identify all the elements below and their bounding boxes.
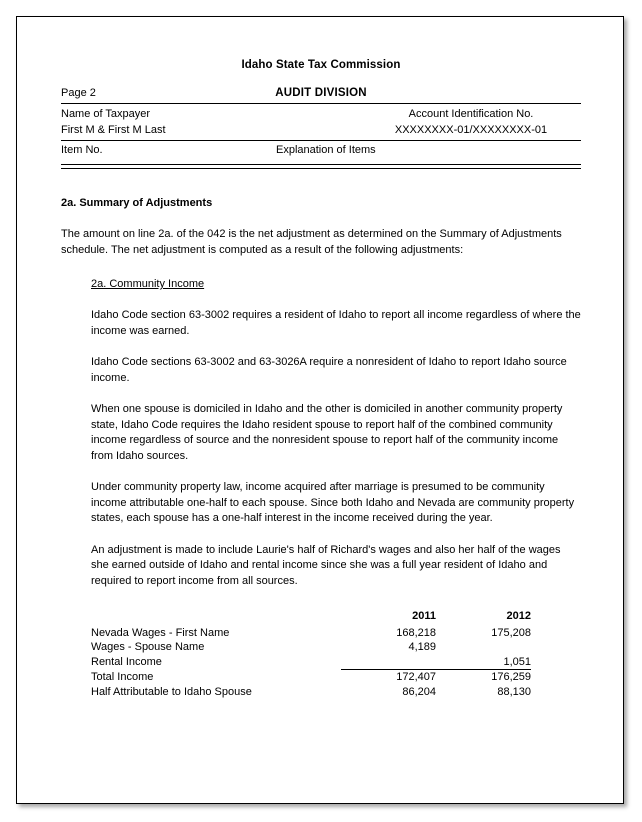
row-value-2011: 86,204	[402, 685, 436, 698]
account-id-block	[361, 106, 581, 138]
header-rule-double	[61, 164, 581, 169]
table-row	[91, 685, 531, 700]
taxpayer-header-block	[61, 104, 581, 140]
body-paragraph-4: Under community property law, income acquired after marriage is presumed to be community income attributable one-half to each spouse. Since both Idaho and Nevada are community property states, each spouse has a one-half interest in the income received during the year.	[91, 481, 575, 524]
division-title: AUDIT DIVISION	[275, 87, 367, 99]
column-header-2011: 2011	[412, 610, 436, 622]
body-paragraph-2: Idaho Code sections 63-3002 and 63-3026A require a nonresident of Idaho to report Idaho source income.	[91, 356, 567, 384]
taxpayer-name-value: First M & First M Last	[61, 124, 166, 136]
header-top-row	[61, 87, 581, 103]
subheading-wrap	[61, 258, 581, 292]
row-value-2012	[436, 640, 531, 655]
row-value-2011: 168,218	[396, 626, 436, 639]
row-label: Half Attributable to Idaho Spouse	[91, 685, 252, 698]
body-paragraph-3: When one spouse is domiciled in Idaho and the other is domiciled in another community property state, Idaho Code requires the Idaho resident spouse to report half of the combined community income regardless of source and the nonresident spouse to report half of the community income from Idaho sources.	[91, 403, 563, 462]
table-header-row	[91, 609, 531, 626]
row-value-2011: 172,407	[341, 670, 436, 685]
body-paragraph-5: An adjustment is made to include Laurie's half of Richard's wages and also her half of the wages she earned outside of Idaho and rental income since she was a full year resident of Idaho and required to report income from all sources.	[91, 543, 561, 587]
document-page	[16, 16, 624, 804]
table-row	[91, 626, 531, 641]
section-intro-paragraph: The amount on line 2a. of the 042 is the net adjustment as determined on the Summary of Adjustments schedule. The net adjustment is computed as a result of the following adjustments:	[61, 228, 562, 256]
row-value-2012: 88,130	[497, 685, 531, 698]
row-value-2011: 4,189	[408, 641, 436, 653]
item-explanation-row	[61, 141, 581, 164]
table-header	[91, 609, 531, 626]
column-header-label	[91, 609, 341, 626]
row-label: Total Income	[91, 671, 154, 683]
row-value-2012: 1,051	[503, 655, 531, 668]
explanation-of-items-label: Explanation of Items	[276, 144, 376, 156]
account-id-value: XXXXXXXX-01/XXXXXXXX-01	[394, 124, 548, 136]
subsection-heading: 2a. Community Income	[91, 278, 205, 290]
account-id-label: Account Identification No.	[408, 108, 534, 120]
taxpayer-name-block	[61, 106, 166, 138]
page-content	[61, 59, 581, 699]
row-value-2012: 175,208	[491, 626, 531, 639]
section-heading: 2a. Summary of Adjustments	[61, 197, 213, 209]
table-body	[91, 626, 531, 700]
row-value-2011	[341, 655, 436, 670]
item-no-label: Item No.	[61, 144, 103, 156]
income-summary-table	[91, 609, 531, 699]
document-title: Idaho State Tax Commission	[241, 59, 401, 71]
row-label: Nevada Wages - First Name	[91, 626, 230, 639]
row-value-2012: 176,259	[436, 670, 531, 685]
row-label: Wages - Spouse Name	[91, 641, 205, 653]
column-header-2012: 2012	[506, 610, 531, 622]
body-paragraph-1: Idaho Code section 63-3002 requires a resident of Idaho to report all income regardless of where the income was earned.	[91, 309, 581, 337]
row-label: Rental Income	[91, 656, 162, 668]
page-number-label: Page 2	[61, 87, 96, 99]
table-row	[91, 655, 531, 670]
name-of-taxpayer-label: Name of Taxpayer	[61, 108, 151, 120]
table-row	[91, 670, 531, 685]
table-row	[91, 640, 531, 655]
